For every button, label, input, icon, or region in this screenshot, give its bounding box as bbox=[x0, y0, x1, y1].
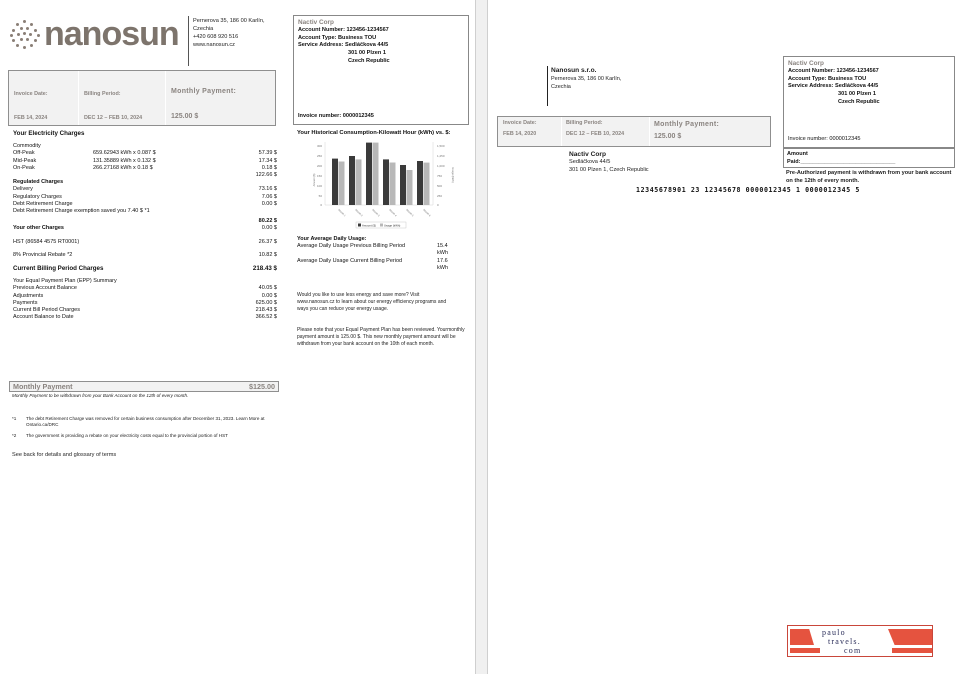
svg-text:Usage (kWh): Usage (kWh) bbox=[384, 223, 401, 228]
history-title: Your Historical Consumption-Kilowatt Hour (kWh) vs. $: bbox=[297, 130, 451, 136]
svg-text:Amount ($): Amount ($) bbox=[313, 173, 316, 187]
monthly-payment-note: Monthly Payment to be withdrawn from your Bank Account on the 12th of every month. bbox=[12, 393, 189, 398]
ad-text: paulo travels. com bbox=[822, 628, 862, 655]
current-charges-row: Current Billing Period Charges 218.43 $ bbox=[13, 265, 277, 273]
usage-row: Average Daily Usage Previous Billing Period 15.4 kWh bbox=[297, 243, 448, 257]
customer-name: Nactiv Corp bbox=[298, 19, 334, 26]
svg-text:500: 500 bbox=[437, 184, 443, 188]
company-phone: +420 608 920 516 bbox=[193, 34, 239, 40]
billing-period-cell: Billing Period: DEC 12 – FEB 10, 2024 bbox=[79, 71, 166, 125]
account-number: Account Number: 123456-1234567 bbox=[298, 26, 389, 33]
epp-row: Payments 625.00 $ bbox=[13, 299, 277, 306]
see-back-note: See back for details and glossary of terms bbox=[12, 452, 117, 458]
svg-text:1,500: 1,500 bbox=[437, 144, 445, 148]
svg-text:Month 1: Month 1 bbox=[337, 208, 347, 218]
svg-text:0: 0 bbox=[320, 203, 322, 207]
chart-bars bbox=[332, 143, 430, 205]
address-divider bbox=[547, 66, 548, 106]
footnote: *1 The debt Retirement Charge was removed for certain business consumption after December 31, 2023. Learn More at Ontario.ca/DRC bbox=[12, 416, 265, 427]
svg-text:Month 5: Month 5 bbox=[405, 208, 415, 218]
invoice-date-cell: Invoice Date: FEB 14, 2024 bbox=[9, 71, 79, 125]
svg-text:1,000: 1,000 bbox=[437, 164, 445, 168]
brand-name: nanosun bbox=[44, 15, 179, 53]
svg-text:100: 100 bbox=[316, 184, 322, 188]
charge-row: Delivery 73.16 $ bbox=[13, 186, 277, 193]
hst-row: HST (86584 4575 RT0001) 26.37 $ bbox=[13, 238, 277, 245]
epp-row: Account Balance to Date 366.52 $ bbox=[13, 314, 277, 321]
svg-text:750: 750 bbox=[437, 174, 443, 178]
other-charges-row: Your other Charges 0.00 $ bbox=[13, 225, 277, 232]
micr-line: 12345678901 23 12345678 0000012345 1 0000012345 5 bbox=[636, 186, 860, 194]
sun-dots-icon bbox=[10, 19, 40, 49]
consumption-chart bbox=[300, 140, 462, 230]
monthly-payment-bar: Monthly Payment $125.00 bbox=[9, 381, 279, 392]
charge-row: On-Peak 266.27168 kWh x 0.18 $ 0.18 $ bbox=[13, 164, 277, 171]
header-divider bbox=[188, 16, 189, 66]
svg-text:250: 250 bbox=[316, 154, 322, 158]
svg-text:Month 3: Month 3 bbox=[371, 208, 381, 218]
invoice-page-front bbox=[0, 0, 475, 674]
amount-paid-field[interactable]: Paid:_______________________________ bbox=[787, 158, 896, 165]
company-address: Pernerova 35, 186 00 Karlín, Czechia +420 608 920 516 www.nanosun.cz bbox=[193, 17, 288, 49]
commodity-total: 122.66 $ bbox=[255, 172, 277, 179]
epp-row: Current Bill Period Charges 218.43 $ bbox=[13, 307, 277, 314]
electricity-charges-section: Your Electricity Charges Commodity Off-Peak 659.62943 kWh x 0.087 $ 57.39 $ Mid-Peak 131.35889 kWh x 0.132 $ 17.34 $ On-Peak 266.27168 kWh x 0.18 $ 0.18 $ 122.66 $ Regulated Charges Delivery 73.16 $ Regulatory Charges 7.06 $ Debt Retirement Charge 0.00 $ Debt Retirement Charge exemption saved you 7.40 $ *1 80.22 $ Your other Charges 0.00 $ HST (86584 4575 RT0001) 26.37 $ 8% Provincial Rebate *2 10.82 $ Current Billing Period Charges 218.43 $ Your Equal Payment Plan (EPP) Summary Previous Account Balance 40.05 $ Adjustments 0.00 $ Payments 625.00 $ Current Bill Period Charges 218.43 $ Account Balance to Date 366.52 $ bbox=[13, 130, 277, 321]
daily-usage-section: Your Average Daily Usage: Average Daily Usage Previous Billing Period 15.4 kWh Average Daily Usage Current Billing Period 17.6 kWh bbox=[297, 236, 467, 272]
invoice-number: Invoice number: 0000012345 bbox=[298, 113, 374, 120]
usage-row: Average Daily Usage Current Billing Period 17.6 kWh bbox=[297, 257, 448, 271]
regulated-total: 80.22 $ bbox=[258, 218, 277, 225]
exemption-note: Debt Retirement Charge exemption saved you 7.40 $ *1 bbox=[13, 208, 150, 215]
service-address: Service Address: Sedláčkova 44/5 bbox=[298, 42, 389, 49]
footnote: *2 The government is providing a rebate on your electricity costs equal to the provincial portion of HST bbox=[12, 433, 228, 438]
charge-row: Off-Peak 659.62943 kWh x 0.087 $ 57.39 $ bbox=[13, 150, 277, 157]
rebate-row: 8% Provincial Rebate *2 10.82 $ bbox=[13, 251, 277, 258]
svg-text:150: 150 bbox=[316, 174, 322, 178]
svg-text:0: 0 bbox=[437, 203, 439, 207]
nanosun-logo bbox=[10, 14, 179, 54]
promo-text: Would you like to use less energy and save more? Visit www.nanosun.cz to learn about our energy efficiency programs and ways you can reduce your energy usage. bbox=[297, 292, 447, 312]
footnotes bbox=[12, 416, 277, 439]
monthly-payment-amount: $125.00 bbox=[249, 382, 275, 391]
svg-text:Amount ($): Amount ($) bbox=[362, 223, 376, 228]
page-gutter bbox=[475, 0, 488, 674]
svg-text:300: 300 bbox=[316, 144, 322, 148]
preauth-note: Pre-Authorized payment is withdrawn from your bank account on the 12th of every month. bbox=[786, 170, 952, 184]
svg-text:200: 200 bbox=[316, 164, 322, 168]
charge-row: Mid-Peak 131.35889 kWh x 0.132 $ 17.34 $ bbox=[13, 157, 277, 164]
remit-company-address: Nanosun s.r.o. Pernerova 35, 186 00 Karlín, Czechia bbox=[551, 67, 622, 90]
remit-customer-address: Nactiv Corp Sedláčkova 44/5 301 00 Plzen 1, Czech Republic bbox=[569, 151, 649, 173]
epp-row: Adjustments 0.00 $ bbox=[13, 292, 277, 299]
bar-chart bbox=[300, 140, 462, 230]
invoice-summary-bar bbox=[8, 70, 276, 126]
remit-summary-bar: Invoice Date: FEB 14, 2020 Billing Period: DEC 12 – FEB 10, 2024 Monthly Payment: 125.00 $ bbox=[497, 116, 771, 147]
amount-paid-box: Amount Paid:_______________________________ bbox=[783, 148, 955, 168]
monthly-payment-cell: Monthly Payment: 125.00 $ bbox=[171, 88, 237, 120]
charge-row: Debt Retirement Charge 0.00 $ bbox=[13, 200, 277, 207]
svg-text:50: 50 bbox=[318, 194, 322, 198]
epp-row: Previous Account Balance 40.05 $ bbox=[13, 285, 277, 292]
account-info-box: Nactiv Corp Account Number: 123456-1234567 Account Type: Business TOU Service Address: Sedláčkova 44/5 301 00 Plzen 1 Czech Republic Invoice number: 0000012345 bbox=[293, 15, 469, 125]
section-title: Your Electricity Charges bbox=[13, 130, 85, 137]
svg-text:Usage (kWh): Usage (kWh) bbox=[451, 167, 454, 183]
svg-text:Month 4: Month 4 bbox=[388, 208, 398, 218]
account-type: Account Type: Business TOU bbox=[298, 34, 377, 41]
svg-text:Month 2: Month 2 bbox=[354, 208, 364, 218]
paulo-travels-ad[interactable] bbox=[787, 625, 933, 657]
epp-notice: Please note that your Equal Payment Plan has been reviewed. Yourmonthly payment amount is 125.00 $. This new monthly payment amount will be withdrawn from your bank account on the 10th of each month. bbox=[297, 327, 465, 347]
company-website: www.nanosun.cz bbox=[193, 42, 235, 48]
chart-legend bbox=[356, 222, 406, 228]
remit-account-box: Nactiv Corp Account Number: 123456-1234567 Account Type: Business TOU Service Address: Sedláčkova 44/5 301 00 Plzen 1 Czech Republic Invoice number: 0000012345 bbox=[783, 56, 955, 148]
svg-text:250: 250 bbox=[437, 194, 443, 198]
epp-title: Your Equal Payment Plan (EPP) Summary bbox=[13, 278, 117, 285]
svg-text:1,250: 1,250 bbox=[437, 154, 445, 158]
svg-text:Month 6: Month 6 bbox=[422, 208, 432, 218]
charge-row: Regulatory Charges 7.06 $ bbox=[13, 193, 277, 200]
